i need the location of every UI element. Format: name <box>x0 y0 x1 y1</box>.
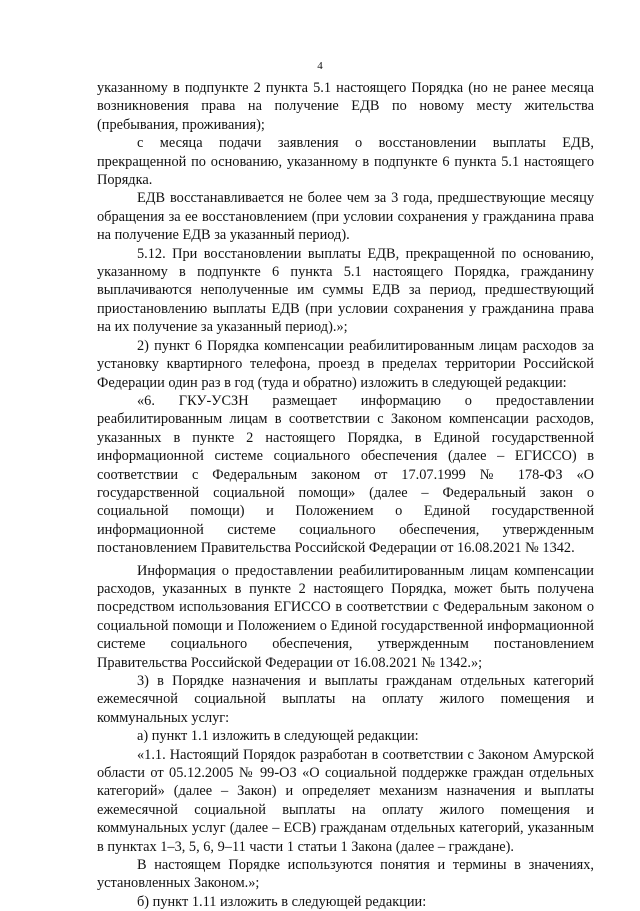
paragraph: указанному в подпункте 2 пункта 5.1 настоящего Порядка (но не ранее месяца возникновения права на получение ЕДВ по новому месту жительства (пребывания, проживания); <box>97 80 594 133</box>
paragraph: Информация о предоставлении реабилитированным лицам компенсации расходов, указанных в пункте 2 настоящего Порядка, может быть получена посредством использования ЕГИССО в соответствии с Федеральным законом о социальной помощи и Положением о Единой государственной информационной системе социального обеспечения, утвержденным постановлением Правительства Российской Федерации от 16.08.2021 № 1342.»; <box>97 562 594 671</box>
paragraph: 5.12. При восстановлении выплаты ЕДВ, прекращенной по основанию, указанному в подпункте 6 пункта 5.1 настоящего Порядка, гражданину выплачиваются неполученные им суммы ЕДВ за период, предшествующий приостановлению выплаты ЕДВ (при условии сохранения у гражданина права на их получение за указанный период).»; <box>97 245 594 336</box>
paragraph: с месяца подачи заявления о восстановлении выплаты ЕДВ, прекращенной по основанию, указанному в подпункте 6 пункта 5.1 настоящего Порядка. <box>97 135 594 189</box>
paragraph: 2) пункт 6 Порядка компенсации реабилитированным лицам расходов за установку квартирного телефона, проезд в пределах территории Российской Федерации один раз в год (туда и обратно) изложить в следующей редакции: <box>97 337 594 391</box>
paragraph: ЕДВ восстанавливается не более чем за 3 года, предшествующие месяцу обращения за ее восстановлением (при условии сохранения у гражданина права на получение ЕДВ за указанный период). <box>97 190 594 244</box>
paragraph: «1.1. Настоящий Порядок разработан в соответствии с Законом Амурской области от 05.12.2005 № 99-ОЗ «О социальной поддержке граждан отдельных категорий» (далее – Закон) и определяет механизм назначения и выплаты ежемесячной социальной выплаты на оплату жилого помещения и коммунальных услуг (далее – ЕСВ) гражданам отдельных категорий, указанным в пунктах 1–3, 5, 6, 9–11 части 1 статьи 1 Закона (далее – граждане). <box>97 746 594 855</box>
paragraph: «6. ГКУ-УСЗН размещает информацию о предоставлении реабилитированным лицам в соответствии с Законом компенсации расходов, указанных в пункте 2 настоящего Порядка, в Единой государственной информационной системе социального обеспечения (далее – ЕГИССО) в соответствии с Федеральным законом от 17.07.1999 № 178-ФЗ «О государственной социальной помощи» (далее – Федеральный закон о социальной помощи) и Положением о Единой государственной информационной системе социального обеспечения, утвержденным постановлением Правительства Российской Федерации от 16.08.2021 № 1342. <box>97 392 594 557</box>
paragraph: В настоящем Порядке используются понятия и термины в значениях, установленных Законом.»; <box>97 857 594 892</box>
paragraph: 3) в Порядке назначения и выплаты гражданам отдельных категорий ежемесячной социальной выплаты на оплату жилого помещения и коммунальных услуг: <box>97 673 594 726</box>
page-number: 4 <box>317 60 323 72</box>
document-body <box>97 79 594 911</box>
paragraph: а) пункт 1.1 изложить в следующей редакции: <box>137 728 419 745</box>
paragraph: б) пункт 1.11 изложить в следующей редакции: <box>137 893 427 910</box>
